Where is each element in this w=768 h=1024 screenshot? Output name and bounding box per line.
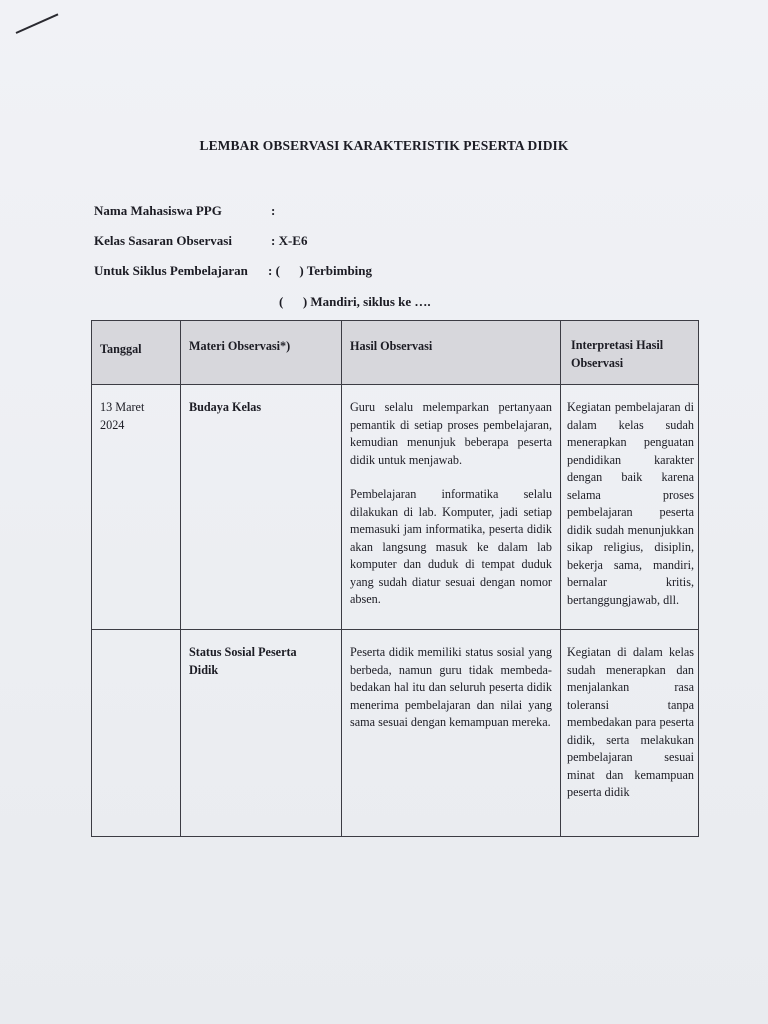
- hasil-paragraph-1: Guru selalu melemparkan pertanyaan pemantik di setiap proses pembelajaran, kemudian menunjuk beberapa peserta didik untuk menjawab.: [350, 400, 552, 467]
- cell-materi: Budaya Kelas: [181, 385, 342, 630]
- table-row: [92, 385, 699, 630]
- field-mahasiswa-value: :: [271, 203, 276, 218]
- document-title: LEMBAR OBSERVASI KARAKTERISTIK PESERTA DIDIK: [199, 138, 569, 153]
- hasil-paragraph-2: Pembelajaran informatika selalu dilakukan di lab. Komputer, jadi setiap memasuki jam informatika, peserta didik akan langsung masuk ke dalam lab komputer dan duduk di tempat duduk yang sudah diatur sesuai dengan nomor absen.: [350, 487, 552, 606]
- header-interpretasi: Interpretasi Hasil Observasi: [561, 321, 699, 385]
- header-materi: Materi Observasi*): [181, 321, 342, 385]
- field-kelas-value: : X-E6: [271, 233, 308, 248]
- cell-tanggal: 13 Maret 2024: [92, 385, 181, 630]
- field-siklus-label: Untuk Siklus Pembelajaran: [94, 263, 248, 278]
- field-mahasiswa-label: Nama Mahasiswa PPG: [94, 203, 222, 218]
- field-siklus-option2: ( ) Mandiri, siklus ke ….: [279, 294, 431, 309]
- cell-interpretasi: Kegiatan pembelajaran di dalam kelas sudah menerapkan penguatan pendidikan karakter dengan baik karena selama proses pembelajaran peserta didik sudah menunjukkan sikap religius, disiplin, bekerja sama, mandiri, bernalar kritis, bertanggungjawab, dll.: [561, 385, 699, 630]
- header-tanggal: Tanggal: [92, 321, 181, 385]
- cell-interpretasi: Kegiatan di dalam kelas sudah menerapkan dan menjalankan rasa toleransi tanpa membedakan para peserta didik, serta melakukan pembelajaran sesuai minat dan kemampuan peserta didik: [561, 630, 699, 837]
- table-header-row: [92, 321, 699, 385]
- cell-hasil: Peserta didik memiliki status sosial yang berbeda, namun guru tidak membeda-bedakan hal itu dan seluruh peserta didik menerima pembelajaran dan nilai yang sama sesuai dengan kemampuan mereka.: [342, 630, 561, 837]
- field-kelas-label: Kelas Sasaran Observasi: [94, 233, 232, 248]
- field-siklus-value: : ( ) Terbimbing: [268, 263, 373, 278]
- cell-hasil: [342, 385, 561, 630]
- observation-table: [91, 320, 699, 837]
- table-row: [92, 630, 699, 837]
- cell-tanggal: [92, 630, 181, 837]
- header-hasil: Hasil Observasi: [342, 321, 561, 385]
- pen-mark: [16, 13, 59, 34]
- cell-materi: Status Sosial Peserta Didik: [181, 630, 342, 837]
